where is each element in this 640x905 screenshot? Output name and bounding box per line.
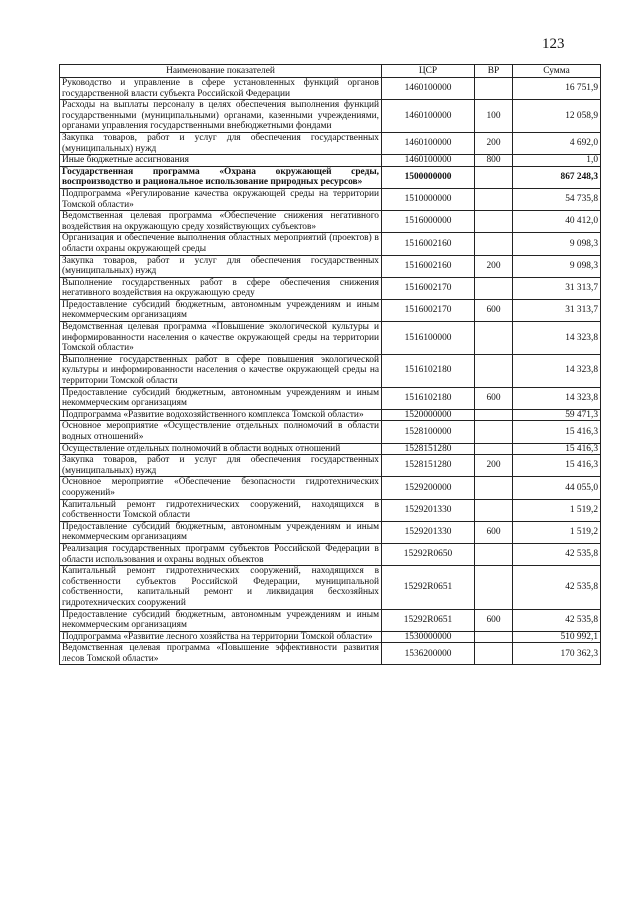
table-row	[60, 255, 601, 277]
row-code-cell: 1460100000	[382, 100, 475, 133]
row-vr-cell	[475, 354, 513, 387]
row-name-cell: Закупка товаров, работ и услуг для обеспечения государственных (муниципальных) нужд	[60, 255, 382, 277]
row-code-cell: 1528151280	[382, 455, 475, 477]
row-code-cell: 1530000000	[382, 631, 475, 643]
table-row	[60, 354, 601, 387]
row-sum-cell: 14 323,8	[513, 322, 601, 355]
table-row	[60, 409, 601, 421]
row-vr-cell	[475, 443, 513, 455]
row-name-cell: Ведомственная целевая программа «Повышение экологической культуры и информированности населения о качестве окружающей среды на территории Томской области»	[60, 322, 382, 355]
budget-table	[59, 64, 601, 665]
header-name: Наименование показателей	[60, 65, 382, 78]
row-sum-cell: 31 313,7	[513, 299, 601, 321]
row-sum-cell: 12 058,9	[513, 100, 601, 133]
row-vr-cell	[475, 566, 513, 609]
row-vr-cell: 100	[475, 100, 513, 133]
row-name-cell: Реализация государственных программ субъектов Российской Федерации в области использования и охраны водных объектов	[60, 543, 382, 565]
row-code-cell: 1516102180	[382, 387, 475, 409]
row-sum-cell: 14 323,8	[513, 387, 601, 409]
row-vr-cell	[475, 631, 513, 643]
row-vr-cell	[475, 421, 513, 443]
row-name-cell: Ведомственная целевая программа «Повышение эффективности развития лесов Томской области»	[60, 643, 382, 665]
table-row	[60, 233, 601, 255]
row-sum-cell: 9 098,3	[513, 233, 601, 255]
row-code-cell: 1529201330	[382, 521, 475, 543]
table-row	[60, 566, 601, 609]
row-name-cell: Подпрограмма «Развитие лесного хозяйства на территории Томской области»	[60, 631, 382, 643]
page-number: 123	[542, 36, 565, 52]
row-name-cell: Руководство и управление в сфере установленных функций органов государственной власти субъекта Российской Федерации	[60, 78, 382, 100]
row-code-cell: 1516002160	[382, 255, 475, 277]
row-sum-cell: 510 992,1	[513, 631, 601, 643]
row-name-cell: Иные бюджетные ассигнования	[60, 155, 382, 167]
row-code-cell: 1516100000	[382, 322, 475, 355]
table-row	[60, 643, 601, 665]
row-name-cell: Закупка товаров, работ и услуг для обеспечения государственных (муниципальных) нужд	[60, 132, 382, 154]
row-code-cell: 1460100000	[382, 155, 475, 167]
table-row	[60, 543, 601, 565]
row-code-cell: 1529201330	[382, 499, 475, 521]
row-code-cell: 1520000000	[382, 409, 475, 421]
row-vr-cell: 800	[475, 155, 513, 167]
table-row	[60, 155, 601, 167]
table-body	[60, 78, 601, 665]
table-row	[60, 387, 601, 409]
row-sum-cell: 1,0	[513, 155, 601, 167]
table-row	[60, 609, 601, 631]
row-code-cell: 1516002160	[382, 233, 475, 255]
row-vr-cell: 200	[475, 455, 513, 477]
row-name-cell: Выполнение государственных работ в сфере обеспечения снижения негативного воздействия на окружающую среду	[60, 277, 382, 299]
row-sum-cell: 4 692,0	[513, 132, 601, 154]
table-row	[60, 421, 601, 443]
row-vr-cell: 600	[475, 387, 513, 409]
row-sum-cell: 16 751,9	[513, 78, 601, 100]
row-vr-cell	[475, 409, 513, 421]
row-sum-cell: 1 519,2	[513, 521, 601, 543]
row-vr-cell	[475, 499, 513, 521]
row-vr-cell: 200	[475, 132, 513, 154]
row-name-cell: Предоставление субсидий бюджетным, автономным учреждениям и иным некоммерческим организациям	[60, 387, 382, 409]
row-name-cell: Капитальный ремонт гидротехнических сооружений, находящихся в собственности субъектов Российской Федерации, муниципальной собственности, капитальный ремонт и ликвидация бесхозяйных гидротехнических сооружений	[60, 566, 382, 609]
row-vr-cell	[475, 188, 513, 210]
row-name-cell: Предоставление субсидий бюджетным, автономным учреждениям и иным некоммерческим организациям	[60, 299, 382, 321]
row-name-cell: Расходы на выплаты персоналу в целях обеспечения выполнения функций государственными (муниципальными) органами, казенными учреждениями, органами управления государственными внебюджетными фондами	[60, 100, 382, 133]
row-code-cell: 1500000000	[382, 166, 475, 188]
row-code-cell: 1510000000	[382, 188, 475, 210]
header-vr: ВР	[475, 65, 513, 78]
row-sum-cell: 40 412,0	[513, 211, 601, 233]
row-name-cell: Подпрограмма «Регулирование качества окружающей среды на территории Томской области»	[60, 188, 382, 210]
table-row	[60, 443, 601, 455]
row-code-cell: 1516002170	[382, 299, 475, 321]
table-row	[60, 521, 601, 543]
row-sum-cell: 42 535,8	[513, 566, 601, 609]
row-vr-cell	[475, 277, 513, 299]
row-name-cell: Основное мероприятие «Обеспечение безопасности гидротехнических сооружений»	[60, 477, 382, 499]
table-row	[60, 100, 601, 133]
row-sum-cell: 15 416,3	[513, 455, 601, 477]
row-vr-cell	[475, 643, 513, 665]
table-row	[60, 322, 601, 355]
row-vr-cell	[475, 477, 513, 499]
table-row	[60, 132, 601, 154]
row-code-cell: 1529200000	[382, 477, 475, 499]
table-row	[60, 455, 601, 477]
row-vr-cell: 600	[475, 299, 513, 321]
row-sum-cell: 170 362,3	[513, 643, 601, 665]
row-name-cell: Закупка товаров, работ и услуг для обеспечения государственных (муниципальных) нужд	[60, 455, 382, 477]
row-sum-cell: 9 098,3	[513, 255, 601, 277]
table-row	[60, 631, 601, 643]
row-name-cell: Организация и обеспечение выполнения областных мероприятий (проектов) в области охраны окружающей среды	[60, 233, 382, 255]
row-name-cell: Подпрограмма «Развитие водохозяйственного комплекса Томской области»	[60, 409, 382, 421]
table-row	[60, 477, 601, 499]
table-header-row	[60, 65, 601, 78]
row-code-cell: 1528100000	[382, 421, 475, 443]
row-vr-cell	[475, 233, 513, 255]
row-vr-cell	[475, 78, 513, 100]
table-row	[60, 211, 601, 233]
row-code-cell: 1536200000	[382, 643, 475, 665]
row-sum-cell: 42 535,8	[513, 543, 601, 565]
row-sum-cell: 1 519,2	[513, 499, 601, 521]
row-sum-cell: 867 248,3	[513, 166, 601, 188]
row-code-cell: 1516002170	[382, 277, 475, 299]
row-code-cell: 1460100000	[382, 132, 475, 154]
header-sum: Сумма	[513, 65, 601, 78]
row-sum-cell: 15 416,3	[513, 421, 601, 443]
row-sum-cell: 54 735,8	[513, 188, 601, 210]
row-code-cell: 15292R0651	[382, 566, 475, 609]
row-name-cell: Ведомственная целевая программа «Обеспечение снижения негативного воздействия на окружающую среду хозяйствующих субъектов»	[60, 211, 382, 233]
row-code-cell: 1528151280	[382, 443, 475, 455]
row-vr-cell	[475, 322, 513, 355]
row-sum-cell: 44 055,0	[513, 477, 601, 499]
row-name-cell: Осуществление отдельных полномочий в области водных отношений	[60, 443, 382, 455]
table-row	[60, 166, 601, 188]
row-sum-cell: 15 416,3	[513, 443, 601, 455]
row-vr-cell	[475, 166, 513, 188]
row-code-cell: 15292R0650	[382, 543, 475, 565]
row-sum-cell: 14 323,8	[513, 354, 601, 387]
table-row	[60, 499, 601, 521]
row-vr-cell	[475, 211, 513, 233]
row-name-cell: Предоставление субсидий бюджетным, автономным учреждениям и иным некоммерческим организациям	[60, 609, 382, 631]
row-vr-cell: 600	[475, 609, 513, 631]
header-code: ЦСР	[382, 65, 475, 78]
row-sum-cell: 59 471,3	[513, 409, 601, 421]
row-name-cell: Выполнение государственных работ в сфере повышения экологической культуры и информированности населения о качестве окружающей среды на территории Томской области	[60, 354, 382, 387]
row-vr-cell: 200	[475, 255, 513, 277]
row-code-cell: 1516000000	[382, 211, 475, 233]
row-sum-cell: 31 313,7	[513, 277, 601, 299]
table-row	[60, 277, 601, 299]
row-code-cell: 1460100000	[382, 78, 475, 100]
row-vr-cell	[475, 543, 513, 565]
row-name-cell: Предоставление субсидий бюджетным, автономным учреждениям и иным некоммерческим организациям	[60, 521, 382, 543]
row-name-cell: Государственная программа «Охрана окружающей среды, воспроизводство и рациональное использование природных ресурсов»	[60, 166, 382, 188]
row-name-cell: Капитальный ремонт гидротехнических сооружений, находящихся в собственности Томской области	[60, 499, 382, 521]
row-vr-cell: 600	[475, 521, 513, 543]
table-row	[60, 299, 601, 321]
row-sum-cell: 42 535,8	[513, 609, 601, 631]
table-row	[60, 188, 601, 210]
table-row	[60, 78, 601, 100]
row-name-cell: Основное мероприятие «Осуществление отдельных полномочий в области водных отношений»	[60, 421, 382, 443]
row-code-cell: 1516102180	[382, 354, 475, 387]
row-code-cell: 15292R0651	[382, 609, 475, 631]
